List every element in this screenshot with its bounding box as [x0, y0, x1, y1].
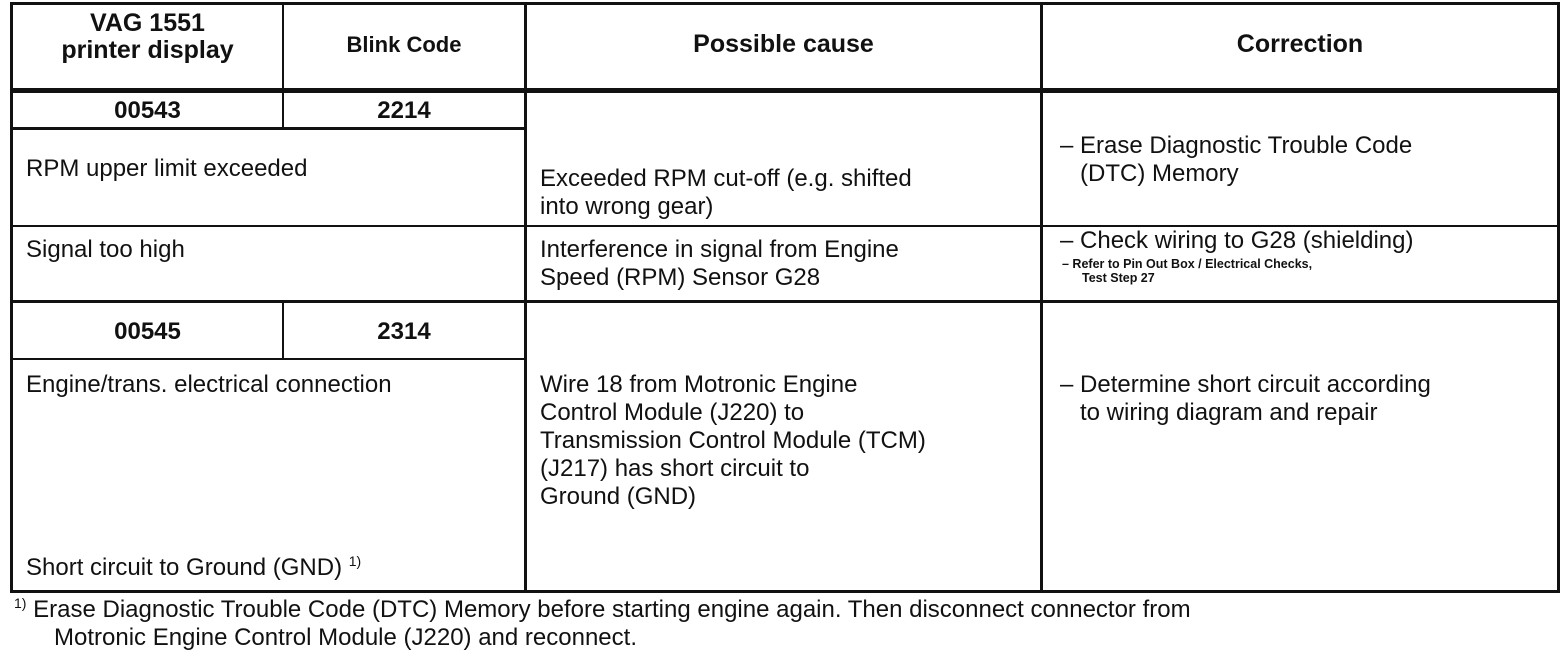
footnote-line1	[14, 596, 1191, 624]
row1-cause2-line1: Interference in signal from Engine	[540, 236, 899, 263]
row2-corr-line1: – Determine short circuit according	[1060, 371, 1431, 398]
table-left-border	[10, 2, 13, 593]
row1-bottom-border	[10, 300, 1560, 303]
col-divider-cause	[524, 2, 527, 593]
row1-desc2: Signal too high	[26, 236, 185, 263]
row2-cause-line1: Wire 18 from Motronic Engine	[540, 371, 858, 398]
row1-corr2-note-line2: Test Step 27	[1082, 271, 1155, 285]
col-divider-correction	[1040, 2, 1043, 593]
row1-code: 00543	[114, 97, 181, 124]
table-top-border	[10, 2, 1560, 5]
footnote-mark: 1)	[14, 595, 27, 611]
table-right-border	[1557, 2, 1560, 593]
row1-corr2: – Check wiring to G28 (shielding)	[1060, 227, 1414, 254]
row2-cause-line5: Ground (GND)	[540, 483, 697, 510]
row2-blink: 2314	[377, 318, 431, 345]
row1-corr2-note	[1062, 257, 1312, 285]
row1-corr1-line1: – Erase Diagnostic Trouble Code	[1060, 132, 1413, 159]
row1-corr2-note-line1: – Refer to Pin Out Box / Electrical Checks,	[1062, 257, 1313, 271]
row2-code: 00545	[114, 318, 181, 345]
table-bottom-border	[10, 590, 1560, 593]
row2-cause	[540, 371, 926, 511]
row1-cause1-line2: into wrong gear)	[540, 193, 714, 220]
row2-code-divider	[10, 358, 526, 360]
header-correction: Correction	[1236, 30, 1364, 58]
row2-desc1: Engine/trans. electrical connection	[26, 371, 392, 398]
row2-cause-line2: Control Module (J220) to	[540, 399, 805, 426]
header-blink: Blink Code	[346, 32, 462, 57]
row2-cause-line4: (J217) has short circuit to	[540, 455, 810, 482]
row1-corr1-line2: (DTC) Memory	[1080, 160, 1239, 187]
row2-desc2-footnote-mark: 1)	[348, 553, 362, 569]
row1-cause2	[540, 236, 899, 292]
header-cause: Possible cause	[693, 30, 874, 58]
footnote	[14, 596, 1191, 652]
row1-code-divider	[10, 127, 526, 130]
row2-desc2	[26, 554, 361, 582]
row1-cause1-line1: Exceeded RPM cut-off (e.g. shifted	[540, 165, 912, 192]
footnote-text-line2: Motronic Engine Control Module (J220) and reconnect.	[54, 624, 637, 651]
row2-corr-line2: to wiring diagram and repair	[1080, 399, 1378, 426]
footnote-text-line1: Erase Diagnostic Trouble Code (DTC) Memory before starting engine again. Then disconnect connector from	[33, 596, 1191, 623]
row1-cause2-line2: Speed (RPM) Sensor G28	[540, 264, 821, 291]
row2-corr	[1060, 371, 1431, 427]
row1-desc1: RPM upper limit exceeded	[26, 155, 308, 182]
row2-cause-line3: Transmission Control Module (TCM)	[540, 427, 926, 454]
row2-desc2-text: Short circuit to Ground (GND)	[26, 554, 343, 581]
row1-blink: 2214	[377, 97, 431, 124]
row1-corr1	[1060, 132, 1412, 188]
header-display-line1: VAG 1551	[90, 9, 205, 37]
row1-cause1	[540, 165, 912, 221]
header-display-line2: printer display	[61, 36, 234, 64]
header-display	[13, 10, 282, 64]
header-bottom-border	[10, 88, 1560, 93]
